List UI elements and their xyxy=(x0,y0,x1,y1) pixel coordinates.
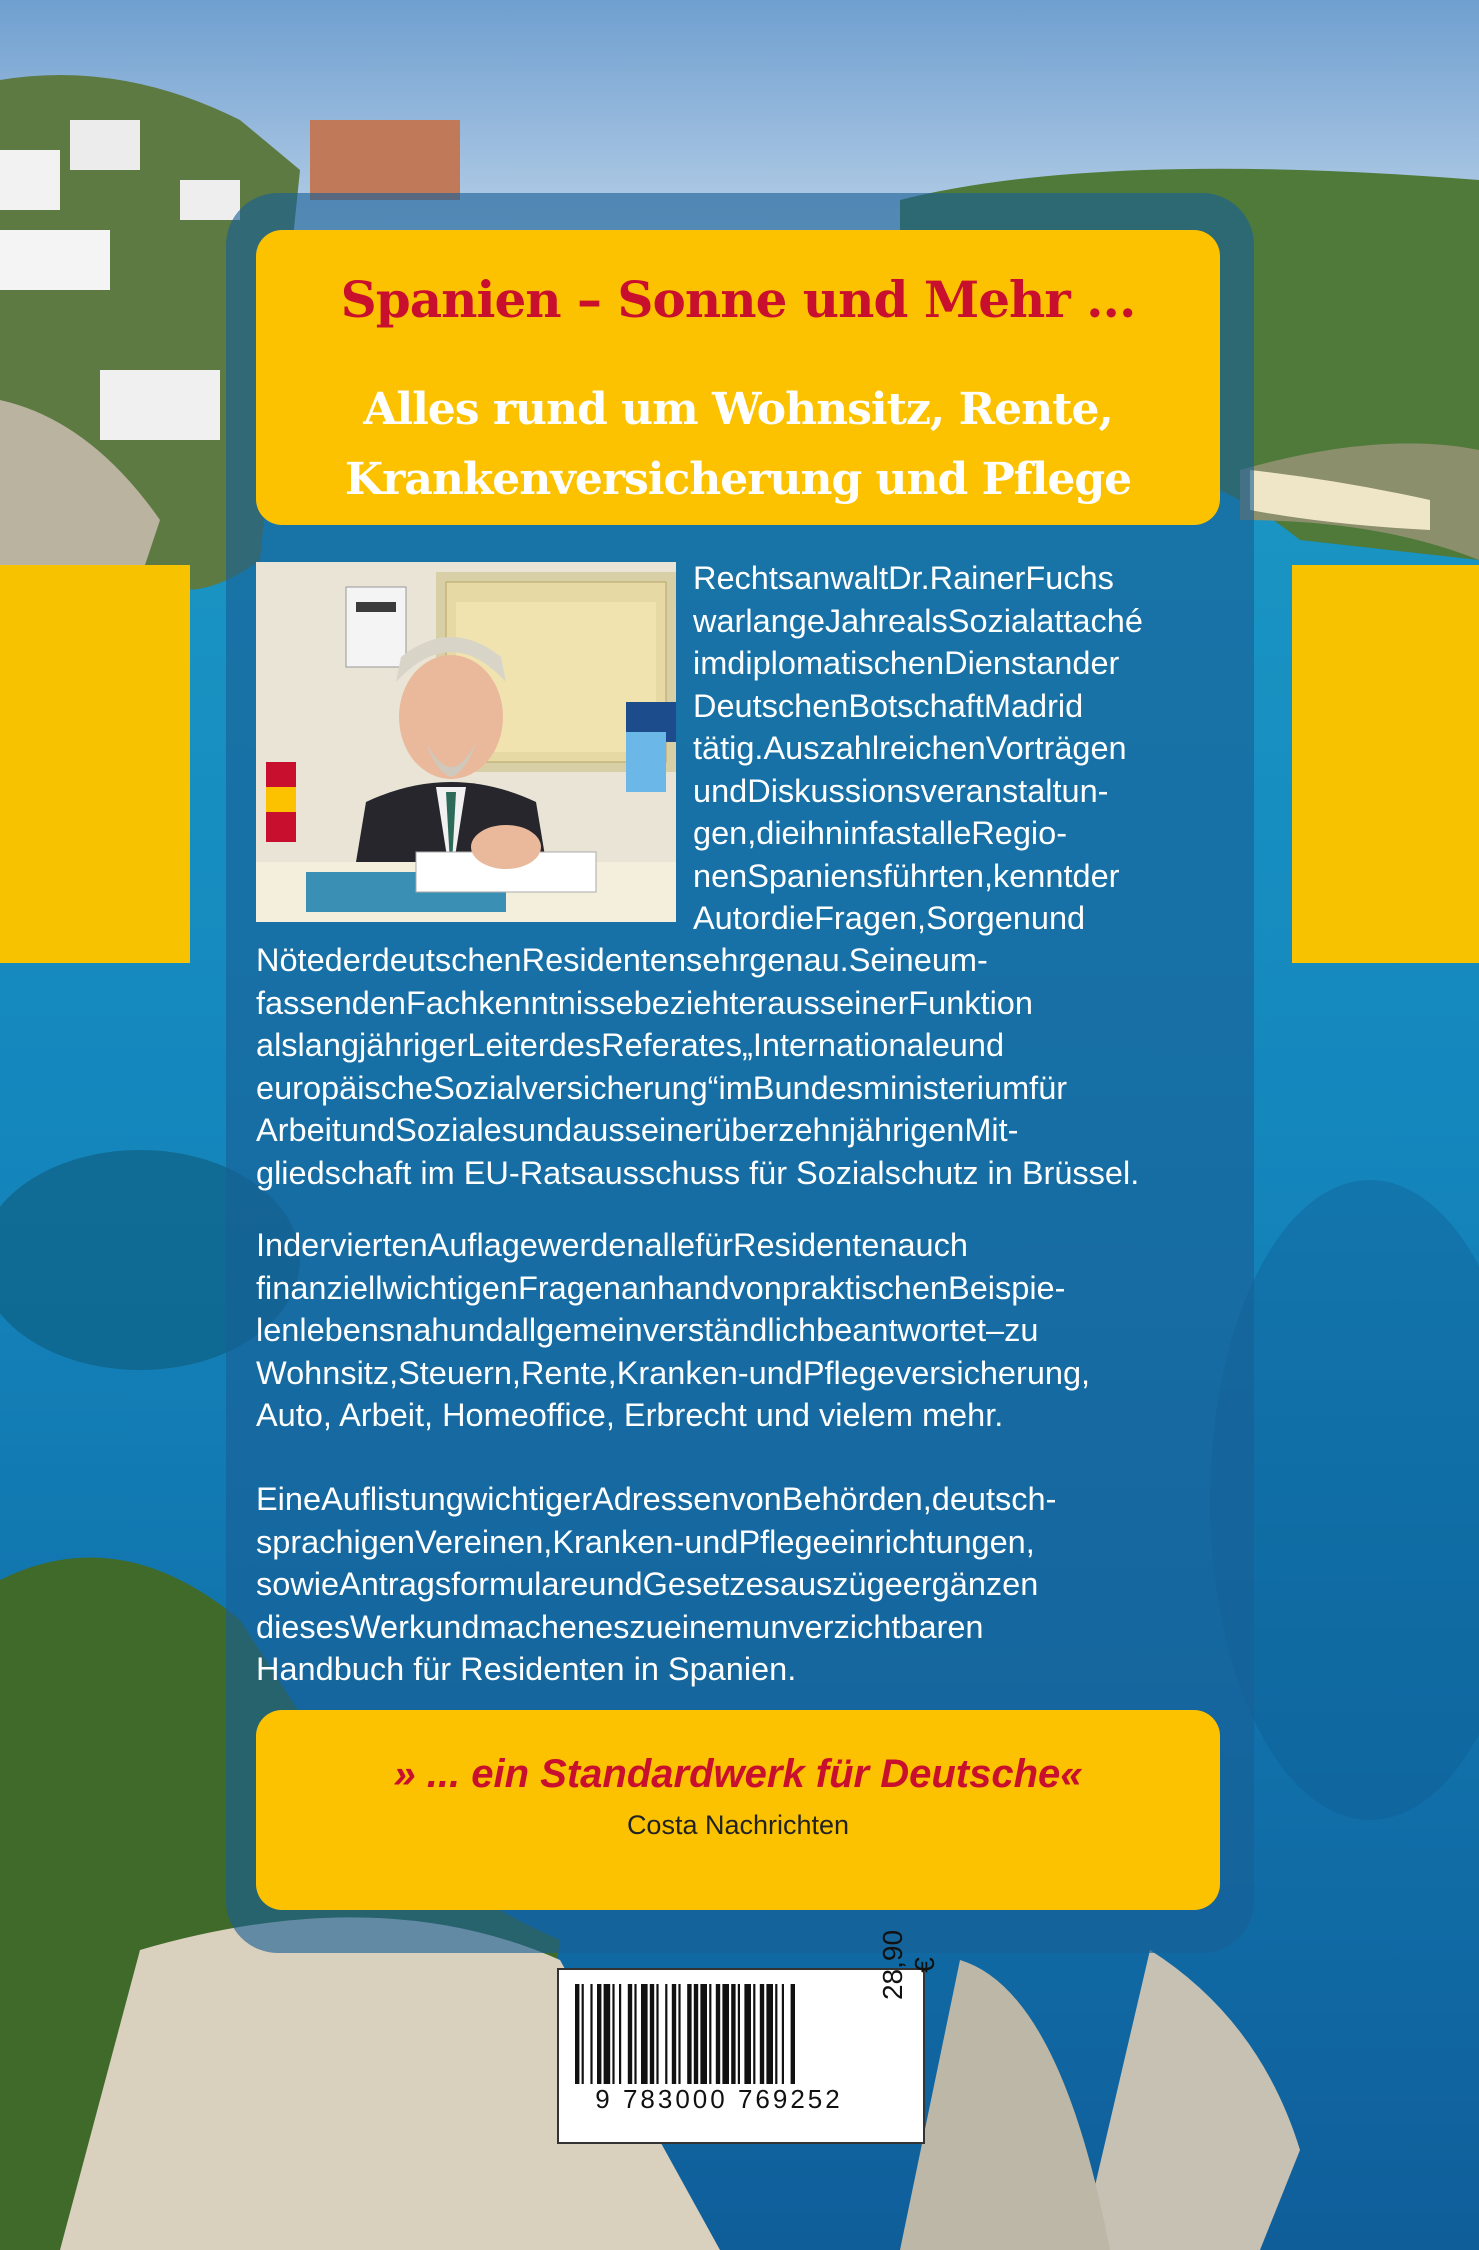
text-line: Handbuch für Residenten in Spanien. xyxy=(256,1651,797,1687)
bio-line: fassendenFachkenntnissebeziehterausseinerFunktion xyxy=(256,984,1033,1021)
bio-line: tätig.AuszahlreichenVorträgen xyxy=(693,730,1127,766)
contents-paragraph xyxy=(256,1478,1220,1691)
text-line: diesesWerkundmacheneszueinemunverzichtbaren xyxy=(256,1608,984,1645)
book-title: Spanien – Sonne und Mehr ... xyxy=(340,270,1136,329)
text-line: Wohnsitz,Steuern,Rente,Kranken-undPflegeversicherung, xyxy=(256,1354,1091,1391)
bio-line: undDiskussionsveranstaltun- xyxy=(693,772,1109,809)
bio-line: AutordieFragen,Sorgenund xyxy=(693,900,1086,936)
price-label: 28,90 € xyxy=(877,1929,940,2001)
bio-line: ArbeitundSozialesundausseinerüberzehnjährigenMit- xyxy=(256,1112,1019,1148)
barcode-box xyxy=(557,1929,940,2144)
text-line: InderviertenAuflagewerdenallefürResidentenauch xyxy=(256,1227,968,1263)
bio-line: gen,dieihninfastalleRegio- xyxy=(693,815,1068,851)
edition-paragraph xyxy=(256,1224,1220,1437)
left-yellow-tab xyxy=(0,565,190,963)
text-line: sowieAntragsformulareundGesetzesauszügeergänzen xyxy=(256,1566,1039,1602)
subtitle-line: Krankenversicherung und Pflege xyxy=(344,454,1132,505)
press-quote: » ... ein Standardwerk für Deutsche« xyxy=(393,1752,1083,1796)
bio-line: imdiplomatischenDienstander xyxy=(693,645,1120,681)
bio-line: DeutschenBotschaftMadrid xyxy=(693,687,1084,724)
text-line: lenlebensnahundallgemeinverständlichbeantwortet–zu xyxy=(256,1312,1039,1348)
barcode-bars xyxy=(573,1984,873,2084)
text-line: finanziellwichtigenFragenanhandvonpraktischenBeispie- xyxy=(256,1269,1066,1306)
right-yellow-tab xyxy=(1292,565,1479,963)
bio-line: RechtsanwaltDr.RainerFuchs xyxy=(693,560,1114,596)
text-line: EineAuflistungwichtigerAdressenvonBehörden,deutsch- xyxy=(256,1481,1057,1517)
text-line: sprachigenVereinen,Kranken-undPflegeeinrichtungen, xyxy=(256,1523,1035,1560)
bio-line: warlangeJahrealsSozialattaché xyxy=(693,602,1143,639)
bio-line: nenSpaniensführten,kenntder xyxy=(693,857,1120,894)
subtitle-line: Alles rund um Wohnsitz, Rente, xyxy=(363,384,1113,435)
text-line: Auto, Arbeit, Homeoffice, Erbrecht und vielem mehr. xyxy=(256,1397,1004,1433)
bio-line: gliedschaft im EU-Ratsausschuss für Sozialschutz in Brüssel. xyxy=(256,1154,1140,1191)
quote-source: Costa Nachrichten xyxy=(626,1810,850,1840)
author-bio-beside-photo xyxy=(693,557,1220,940)
author-photo xyxy=(256,562,676,922)
author-bio-full xyxy=(256,939,1220,1194)
book-subtitle xyxy=(256,375,1220,515)
bio-line: europäischeSozialversicherung“imBundesministeriumfür xyxy=(256,1069,1068,1106)
bio-line: NötederdeutschenResidentensehrgenau.Seineum- xyxy=(256,942,988,978)
isbn-number: 9 783000 769252 xyxy=(595,2084,843,2114)
bio-line: alslangjährigerLeiterdesReferates„Internationaleund xyxy=(256,1027,1005,1063)
